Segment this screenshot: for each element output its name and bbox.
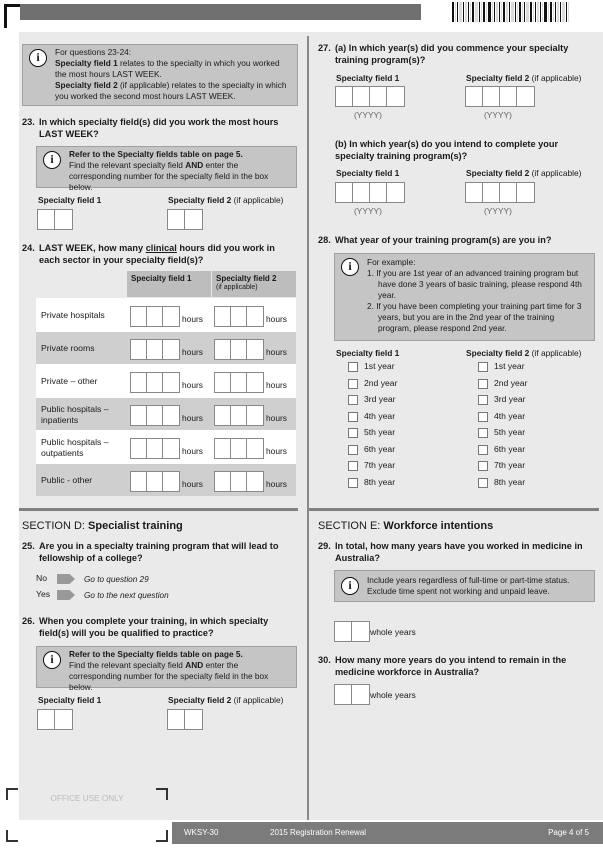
hours-unit-label: hours bbox=[182, 413, 203, 423]
hours-col2-header: Specialty field 2 (if applicable) bbox=[212, 271, 296, 297]
q28-field1-checkbox[interactable] bbox=[348, 445, 358, 455]
hours-field1-input[interactable] bbox=[130, 471, 180, 492]
hours-field1-input[interactable] bbox=[130, 405, 180, 426]
q28-field1-option-label: 5th year bbox=[364, 427, 396, 437]
info-icon: i bbox=[341, 577, 359, 595]
hours-field1-input[interactable] bbox=[130, 306, 180, 327]
q28-field2-option-label: 7th year bbox=[494, 460, 526, 470]
q28-field2-label: Specialty field 2 (if applicable) bbox=[466, 348, 582, 358]
section-d-heading: SECTION D: Specialist training bbox=[22, 520, 183, 532]
hours-field2-input[interactable] bbox=[214, 471, 264, 492]
info-icon: i bbox=[29, 49, 47, 67]
hours-field1-input[interactable] bbox=[130, 339, 180, 360]
column-divider bbox=[307, 36, 309, 820]
q26-field2-label: Specialty field 2 (if applicable) bbox=[168, 695, 284, 705]
q28-field2-option-label: 4th year bbox=[494, 410, 526, 421]
q30-years-input[interactable] bbox=[334, 684, 370, 705]
q27b-field1-year-input[interactable] bbox=[335, 182, 405, 203]
question-28: 28. What year of your training program(s) are you in? bbox=[318, 235, 552, 245]
hours-unit-label: hours bbox=[182, 380, 203, 390]
q28-field2-option-label: 8th year bbox=[494, 476, 526, 487]
hours-field2-input[interactable] bbox=[214, 372, 264, 393]
q28-field2-checkbox[interactable] bbox=[478, 428, 488, 438]
hours-row-label: Public hospitals – inpatients bbox=[41, 403, 109, 425]
hours-unit-label: hours bbox=[182, 446, 203, 456]
q28-field1-option-label: 6th year bbox=[364, 443, 396, 454]
info-box-q26: i Refer to the Specialty fields table on page 5. Find the relevant specialty field AND enter the corresponding number for the specialty field in the box below. bbox=[36, 646, 297, 688]
q29-unit: whole years bbox=[370, 627, 416, 637]
q23-field2-label: Specialty field 2 (if applicable) bbox=[168, 195, 284, 205]
info-icon: i bbox=[43, 651, 61, 669]
info-box-q28: i For example: 1. If you are 1st year of an advanced training program but have done 3 years of basic training, please respond 4th year. 2. If you have been completing your training part time for 3 years, but you are in the 2nd year of the training program, please respond 2nd year. bbox=[334, 253, 595, 341]
hours-row-label: Private rooms bbox=[41, 343, 95, 354]
hours-unit-label: hours bbox=[182, 347, 203, 357]
hours-field2-input[interactable] bbox=[214, 405, 264, 426]
hours-row-label: Private – other bbox=[41, 376, 98, 387]
question-29: 29. In total, how many years have you worked in medicine in Australia? bbox=[318, 541, 583, 563]
q28-field1-option-label: 8th year bbox=[364, 476, 396, 487]
barcode bbox=[452, 2, 600, 22]
hours-field1-input[interactable] bbox=[130, 438, 180, 459]
q27a-field2-year-input[interactable] bbox=[465, 86, 535, 107]
hours-table-row bbox=[36, 364, 296, 397]
hours-unit-label: hours bbox=[182, 479, 203, 489]
info-icon: i bbox=[43, 151, 61, 169]
q28-field1-label: Specialty field 1 bbox=[336, 348, 400, 358]
office-use-box bbox=[6, 788, 168, 842]
hours-unit-label: hours bbox=[266, 380, 287, 390]
q29-years-input[interactable] bbox=[334, 621, 370, 642]
q27a-field1-format: (YYYY) bbox=[354, 110, 382, 120]
hours-unit-label: hours bbox=[266, 446, 287, 456]
q28-field1-checkbox[interactable] bbox=[348, 428, 358, 438]
q27a-field2-label: Specialty field 2 (if applicable) bbox=[466, 73, 582, 83]
q28-field1-option-label: 1st year bbox=[364, 361, 395, 371]
section-e-heading: SECTION E: Workforce intentions bbox=[318, 520, 494, 532]
q28-field1-option-label: 4th year bbox=[364, 410, 396, 421]
q25-no-label: No bbox=[36, 573, 47, 583]
footer-bar bbox=[172, 822, 603, 844]
q23-field1-label: Specialty field 1 bbox=[38, 195, 102, 205]
info-box-q23: i Refer to the Specialty fields table on page 5. Find the relevant specialty field AND enter the corresponding number for the specialty field in the box below. bbox=[36, 146, 297, 188]
hours-field2-input[interactable] bbox=[214, 306, 264, 327]
question-27a: 27. (a) In which year(s) did you commence your specialty training program(s)? bbox=[318, 43, 569, 65]
hours-unit-label: hours bbox=[266, 413, 287, 423]
q28-field1-checkbox[interactable] bbox=[348, 362, 358, 372]
question-27b: (b) In which year(s) do you intend to complete your specialty training program(s)? bbox=[335, 139, 559, 161]
q27b-field1-label: Specialty field 1 bbox=[336, 168, 400, 178]
q27b-field2-format: (YYYY) bbox=[484, 206, 512, 216]
hours-table-row bbox=[36, 397, 296, 430]
hours-field2-input[interactable] bbox=[214, 438, 264, 459]
question-30: 30. How many more years do you intend to remain in the medicine workforce in Australia? bbox=[318, 655, 567, 677]
hours-unit-label: hours bbox=[266, 347, 287, 357]
info-box-q23-24: i For questions 23-24: Specialty field 1 relates to the specialty in which you worked the most hours LAST WEEK. Specialty field 2 (if applicable) relates to the specialty in which you worked the second most hours LAST WEEK. bbox=[22, 44, 298, 106]
hours-row-label: Public hospitals – outpatients bbox=[41, 436, 109, 458]
hours-field1-input[interactable] bbox=[130, 372, 180, 393]
q25-yes-goto: Go to the next question bbox=[84, 591, 169, 600]
q27a-field2-format: (YYYY) bbox=[484, 110, 512, 120]
q28-field1-option-label: 7th year bbox=[364, 460, 396, 470]
hours-unit-label: hours bbox=[182, 314, 203, 324]
q26-field1-label: Specialty field 1 bbox=[38, 695, 102, 705]
q28-field1-checkbox[interactable] bbox=[348, 395, 358, 405]
section-rule bbox=[19, 508, 298, 511]
q28-field2-checkbox[interactable] bbox=[478, 362, 488, 372]
hours-unit-label: hours bbox=[266, 479, 287, 489]
q28-field2-checkbox[interactable] bbox=[478, 412, 488, 422]
header-bar bbox=[20, 4, 421, 20]
q30-unit: whole years bbox=[370, 690, 416, 700]
q25-yes-label: Yes bbox=[36, 589, 51, 599]
q26-field2-input[interactable] bbox=[167, 709, 203, 730]
office-use-label: OFFICE USE ONLY bbox=[50, 794, 124, 803]
q27a-field1-year-input[interactable] bbox=[335, 86, 405, 107]
question-25: 25. Are you in a specialty training program that will lead to fellowship of a college? bbox=[22, 541, 279, 563]
q27b-field1-format: (YYYY) bbox=[354, 206, 382, 216]
q23-field2-input[interactable] bbox=[167, 209, 203, 230]
question-26: 26. When you complete your training, in which specialty field(s) will you be qualified to practice? bbox=[22, 616, 269, 638]
section-rule bbox=[309, 508, 599, 511]
info-box-q29: i Include years regardless of full-time or part-time status. Exclude time spent not working and unpaid leave. bbox=[334, 570, 595, 602]
q27a-field1-label: Specialty field 1 bbox=[336, 73, 400, 83]
hours-unit-label: hours bbox=[266, 314, 287, 324]
page-number: Page 4 of 5 bbox=[548, 828, 589, 837]
q28-field2-checkbox[interactable] bbox=[478, 478, 488, 488]
info-icon: i bbox=[341, 258, 359, 276]
q28-field2-option-label: 2nd year bbox=[494, 377, 528, 388]
hours-field2-input[interactable] bbox=[214, 339, 264, 360]
question-24: 24. LAST WEEK, how many clinical hours did you work in each sector in your specialty field(s)? bbox=[22, 243, 275, 265]
q28-field2-checkbox[interactable] bbox=[478, 379, 488, 389]
q25-no-goto: Go to question 29 bbox=[84, 575, 149, 584]
q28-field1-checkbox[interactable] bbox=[348, 478, 358, 488]
question-23: 23. In which specialty field(s) did you work the most hours LAST WEEK? bbox=[22, 117, 279, 139]
q26-field1-input[interactable] bbox=[37, 709, 73, 730]
hours-table-row bbox=[36, 430, 296, 463]
hours-col1-header: Specialty field 1 bbox=[127, 271, 211, 297]
q28-field1-checkbox[interactable] bbox=[348, 412, 358, 422]
q28-field2-checkbox[interactable] bbox=[478, 445, 488, 455]
q27b-field2-label: Specialty field 2 (if applicable) bbox=[466, 168, 582, 178]
q28-field2-checkbox[interactable] bbox=[478, 461, 488, 471]
hours-table-row bbox=[36, 463, 296, 496]
q28-field1-option-label: 2nd year bbox=[364, 377, 398, 388]
q27b-field2-year-input[interactable] bbox=[465, 182, 535, 203]
form-title: 2015 Registration Renewal bbox=[270, 828, 367, 837]
q28-field2-option-label: 1st year bbox=[494, 361, 525, 371]
form-code: WKSY-30 bbox=[184, 828, 219, 837]
q28-field2-checkbox[interactable] bbox=[478, 395, 488, 405]
hours-row-label: Private hospitals bbox=[41, 310, 105, 321]
q28-field1-option-label: 3rd year bbox=[364, 394, 396, 404]
q28-field2-option-label: 6th year bbox=[494, 443, 526, 454]
q28-field2-option-label: 5th year bbox=[494, 427, 526, 437]
hours-table-row bbox=[36, 331, 296, 364]
q28-field1-checkbox[interactable] bbox=[348, 461, 358, 471]
q23-field1-input[interactable] bbox=[37, 209, 73, 230]
q28-field1-checkbox[interactable] bbox=[348, 379, 358, 389]
q28-field2-option-label: 3rd year bbox=[494, 394, 526, 404]
hours-row-label: Public - other bbox=[41, 475, 93, 486]
hours-table-row bbox=[36, 298, 296, 331]
